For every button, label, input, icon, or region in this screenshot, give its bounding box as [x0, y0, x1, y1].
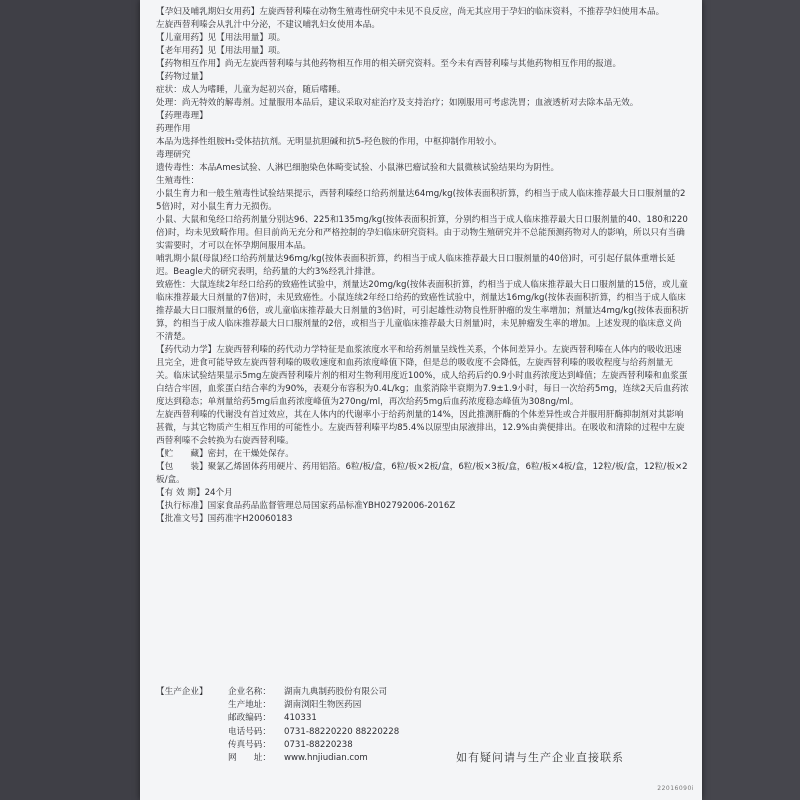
pregnancy-section: 【孕妇及哺乳期妇女用药】左旋西替利嗪在动物生殖毒性研究中未见不良反应，尚无其应用于孕妇的临床资料，不推荐孕妇使用本品。	[156, 7, 665, 17]
lactation-toxicity-text: 哺乳期小鼠(母鼠)经口给药剂量达96mg/kg(按体表面积折算，约相当于成人临床推荐最大日口服剂量的40倍)时，可引起仔鼠体重增长延迟。Beagle犬的研究表明，给药量的大约3%经乳汁排泄。	[156, 254, 676, 277]
pharmacology-text: 本品为选择性组胺H₁受体拮抗剂。无明显抗胆碱和抗5-羟色胺的作用，中枢抑制作用较小。	[156, 137, 502, 147]
overdose-treatment: 处理：尚无特效的解毒剂。过量服用本品后，建议采取对症治疗及支持治疗；如刚服用可考虑洗胃；血液透析对去除本品无效。	[156, 98, 639, 108]
manufacturer-value: 410331	[284, 713, 317, 724]
reproductive-toxicity-heading: 生殖毒性：	[156, 176, 200, 186]
manufacturer-key: 电话号码：	[228, 726, 271, 737]
manufacturer-value: 湖南浏阳生物医药园	[284, 700, 362, 711]
manufacturer-row	[156, 726, 690, 739]
manufacturer-key: 网 址：	[228, 753, 271, 764]
manufacturer-row	[156, 686, 690, 699]
carcinogenicity-text: 致癌性：大鼠连续2年经口给药的致癌性试验中，剂量达20mg/kg(按体表面积折算，约相当于成人临床推荐最大日口服剂量的15倍，或儿童临床推荐最大日剂量的7倍)时，未见致癌性。小鼠连续2年经口给药的致癌性试验中，剂量达16mg/kg(按体表面积折算，约相当于成人临床推荐最大日口服剂量的6倍，或儿童临床推荐最大日剂量的3倍)时，可引起雄性动物良性肝肿瘤的发生率增加；剂量达4mg/kg(按体表面积折算，约相当于成人临床推荐最大日口服剂量的2倍，或相当于儿童临床推荐最大日剂量)时，未见肿瘤发生率的增加。上述发现的临床意义尚不清楚。	[156, 280, 689, 342]
overdose-heading: 【药物过量】	[156, 72, 208, 82]
pharmacology-heading: 【药理毒理】	[156, 111, 208, 121]
manufacturer-value: 湖南九典制药股份有限公司	[284, 687, 388, 697]
packaging-section: 【包 装】聚氯乙烯固体药用硬片、药用铝箔。6粒/板/盒，6粒/板×2板/盒，6粒/板×3板/盒，6粒/板×4板/盒，12粒/板/盒，12粒/板×2板/盒。	[156, 462, 688, 485]
manufacturer-label: 【生产企业】	[156, 687, 208, 697]
pharmacology-subheading: 药理作用	[156, 124, 191, 134]
manufacturer-key: 企业名称：	[228, 687, 271, 697]
teratogenicity-text: 小鼠、大鼠和兔经口给药剂量分别达96、225和135mg/kg(按体表面积折算，分别约相当于成人临床推荐最大日口服剂量的40、180和220倍)时，均未见致畸作用。但目前尚无充分和严格控制的孕妇临床研究资料。由于动物生殖研究并不总能预测药物对人的影响，所以只有当确实需要时，才可以在怀孕期间服用本品。	[156, 215, 688, 251]
shelf-life-section: 【有 效 期】24个月	[156, 488, 233, 498]
contact-note: 如有疑问请与生产企业直接联系	[456, 751, 624, 764]
geriatric-section: 【老年用药】见【用法用量】项。	[156, 46, 286, 56]
insert-body	[156, 6, 690, 526]
genotoxicity-text: 遗传毒性：本品Ames试验、人淋巴细胞染色体畸变试验、小鼠淋巴瘤试验和大鼠微核试验结果均为阴性。	[156, 163, 560, 173]
manufacturer-value: 0731-88220220 88220228	[284, 726, 400, 737]
manufacturer-value: www.hnjiudian.com	[284, 753, 368, 764]
manufacturer-key: 生产地址：	[228, 700, 271, 711]
fertility-text: 小鼠生育力和一般生殖毒性试验结果提示，西替利嗪经口给药剂量达64mg/kg(按体表面积折算，约相当于成人临床推荐最大日口服剂量的25倍)时，对小鼠生育力无损伤。	[156, 189, 686, 212]
toxicology-subheading: 毒理研究	[156, 150, 191, 160]
manufacturer-row	[156, 699, 690, 712]
manufacturer-row	[156, 712, 690, 725]
lactation-note: 左旋西替利嗪会从乳汁中分泌，不建议哺乳妇女使用本品。	[156, 20, 380, 30]
pharmacokinetics-section: 【药代动力学】左旋西替利嗪的药代动力学特征是血浆浓度水平和给药剂量呈线性关系，个体间差异小。左旋西替利嗪在人体内的吸收迅速且完全，进食可能导致左旋西替利嗪的吸收速度和血药浓度峰值下降，但是总的吸收度不会降低，左旋西替利嗪的吸收程度与给药剂量无关。临床试验结果显示5mg左旋西替利嗪片剂的相对生物利用度近100%，成人给药后约0.9小时血药浓度达到峰值；左旋西替利嗪和血浆蛋白结合牢固，血浆蛋白结合率约为90%，表观分布容积为0.4L/kg；血浆消除半衰期为7.9±1.9小时，每日一次给药5mg，连续2天后血药浓度达到稳态；单剂量给药5mg后血药浓度峰值为270ng/ml，再次给药5mg后血药浓度稳态峰值为308ng/ml。	[156, 345, 689, 407]
package-insert-sheet	[140, 0, 702, 800]
drug-interaction-section: 【药物相互作用】尚无左旋西替利嗪与其他药物相互作用的相关研究资料。至今未有西替利嗪与其他药物相互作用的报道。	[156, 59, 622, 69]
document-code: 22016090i	[657, 785, 694, 792]
manufacturer-key: 邮政编码：	[228, 713, 271, 724]
background-right	[702, 0, 800, 800]
overdose-symptoms: 症状：成人为嗜睡，儿童为起初兴奋，随后嗜睡。	[156, 85, 346, 95]
metabolism-text: 左旋西替利嗪的代谢没有首过效应，其在人体内的代谢率小于给药剂量的14%，因此推测肝酶的个体差异性或合并服用肝酶抑制剂对其影响甚微，与其它物质产生相互作用的可能性小。左旋西替利嗪平均85.4%以原型由尿液排出，12.9%由粪便排出。在吸收和清除的过程中左旋西替利嗪不会转换为右旋西替利嗪。	[156, 410, 685, 446]
storage-section: 【贮 藏】密封，在干燥处保存。	[156, 449, 294, 459]
background-left	[0, 0, 140, 800]
manufacturer-key: 传真号码：	[228, 739, 271, 750]
manufacturer-value: 0731-88220238	[284, 739, 353, 750]
approval-number-section: 【批准文号】国药准字H20060183	[156, 514, 293, 524]
pediatric-section: 【儿童用药】见【用法用量】项。	[156, 33, 286, 43]
standard-section: 【执行标准】国家食品药品监督管理总局国家药品标准YBH02792006-2016Z	[156, 501, 456, 511]
